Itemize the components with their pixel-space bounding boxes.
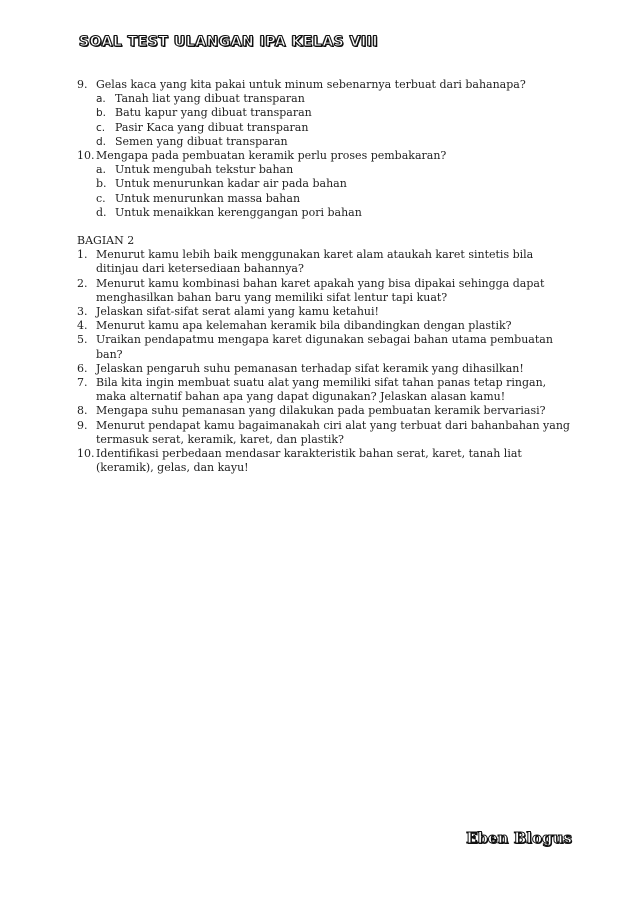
question-number: 8. (77, 404, 88, 418)
option-text: Batu kapur yang dibuat transparan (115, 106, 312, 120)
spacer (77, 220, 577, 234)
essay-question (77, 404, 577, 418)
essay-question (77, 447, 577, 475)
page-title: SOAL TEST ULANGAN IPA KELAS VIII (79, 34, 379, 50)
question-text: Menurut kamu kombinasi bahan karet apakah yang bisa dipakai sehingga dapat menghasilkan bahan baru yang memiliki sifat lentur tapi kuat? (96, 276, 545, 304)
option-text: Pasir Kaca yang dibuat transparan (115, 120, 309, 134)
answer-option (77, 163, 577, 177)
essay-question (77, 419, 577, 447)
question-text: Mengapa pada pembuatan keramik perlu proses pembakaran? (96, 149, 447, 163)
option-text: Semen yang dibuat transparan (115, 134, 288, 148)
option-letter: c. (96, 121, 106, 134)
option-letter: c. (96, 191, 106, 205)
author-signature: Eben Blogus (466, 829, 572, 847)
question-number: 9. (77, 418, 88, 432)
question-number: 4. (77, 319, 88, 333)
question-number: 9. (77, 78, 88, 91)
option-letter: d. (96, 205, 107, 219)
question-text: Jelaskan pengaruh suhu pemanasan terhadap sifat keramik yang dihasilkan! (96, 361, 524, 375)
option-text: Untuk menurunkan massa bahan (115, 191, 301, 205)
essay-question (77, 376, 577, 404)
question-number: 1. (77, 248, 88, 262)
question-number: 10. (77, 447, 95, 461)
question-number: 2. (77, 276, 88, 290)
question-number: 3. (77, 305, 88, 319)
option-text: Untuk menaikkan kerenggangan pori bahan (115, 205, 362, 219)
question-text: Identifikasi perbedaan mendasar karakteristik bahan serat, karet, tanah liat (keramik), gelas, dan kayu! (96, 447, 522, 475)
question-number: 7. (77, 376, 88, 390)
essay-question (77, 362, 577, 376)
option-letter: d. (96, 135, 107, 148)
question-text: Mengapa suhu pemanasan yang dilakukan pada pembuatan keramik bervariasi? (96, 404, 546, 418)
option-text: Untuk mengubah tekstur bahan (115, 163, 294, 177)
question-number: 5. (77, 333, 88, 347)
option-letter: b. (96, 107, 107, 120)
question-text: Menurut kamu apa kelemahan keramik bila dibandingkan dengan plastik? (96, 319, 512, 333)
answer-option (77, 106, 577, 120)
question-text: Jelaskan sifat-sifat serat alami yang kamu ketahui! (96, 305, 379, 319)
essay-question (77, 305, 577, 319)
answer-option (77, 177, 577, 191)
question-text: Uraikan pendapatmu mengapa karet digunakan sebagai bahan utama pembuatan ban? (96, 333, 553, 361)
question-item (77, 78, 577, 92)
document-body (77, 78, 577, 475)
question-number: 6. (77, 361, 88, 375)
question-text: Menurut pendapat kamu bagaimanakah ciri alat yang terbuat dari bahanbahan yang termasuk serat, keramik, karet, dan plastik? (96, 418, 570, 446)
question-text: Menurut kamu lebih baik menggunakan karet alam ataukah karet sintetis bila ditinjau dari ketersediaan bahannya? (96, 248, 534, 276)
essay-question (77, 277, 577, 305)
section-heading: BAGIAN 2 (77, 234, 135, 248)
essay-question (77, 319, 577, 333)
answer-option (77, 121, 577, 135)
answer-option (77, 92, 577, 106)
answer-option (77, 206, 577, 220)
essay-question (77, 248, 577, 276)
option-letter: a. (96, 163, 107, 177)
question-text: Gelas kaca yang kita pakai untuk minum sebenarnya terbuat dari bahanapa? (96, 78, 526, 91)
question-text: Bila kita ingin membuat suatu alat yang memiliki sifat tahan panas tetap ringan, maka alternatif bahan apa yang dapat digunakan? Jelaskan alasan kamu! (96, 376, 547, 404)
option-text: Tanah liat yang dibuat transparan (115, 92, 305, 106)
question-item (77, 149, 577, 163)
answer-option (77, 135, 577, 149)
question-number: 10. (77, 149, 95, 163)
option-letter: b. (96, 177, 107, 191)
option-letter: a. (96, 93, 106, 106)
option-text: Untuk menurunkan kadar air pada bahan (115, 177, 347, 191)
answer-option (77, 192, 577, 206)
essay-question (77, 333, 577, 361)
